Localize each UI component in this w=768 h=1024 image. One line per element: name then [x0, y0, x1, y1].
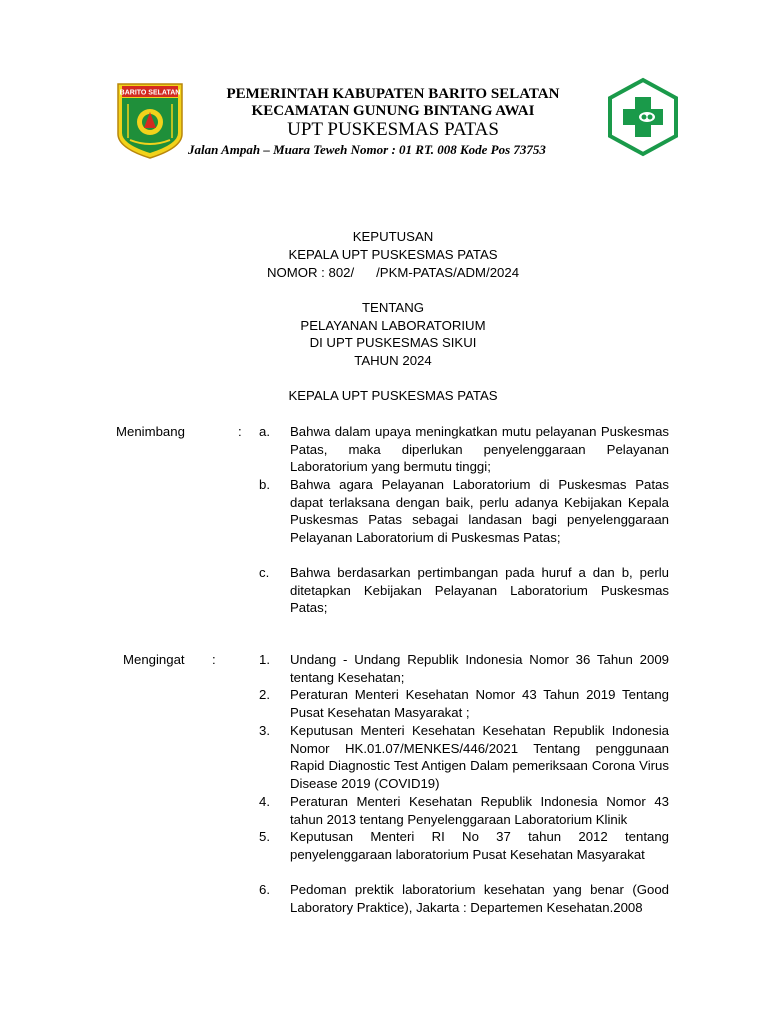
mengingat-marker: 5. [259, 829, 270, 844]
regency-emblem-icon [116, 82, 184, 160]
menimbang-item: Bahwa dalam upaya meningkatkan mutu pelayanan Puskesmas Patas, maka diperlukan penyelenggaraan Pelayanan Laboratorium yang bermutu tinggi; [290, 424, 669, 474]
decree-heading: KEPUTUSAN [352, 229, 434, 244]
menimbang-item: Bahwa berdasarkan pertimbangan pada huruf a dan b, perlu ditetapkan Kebijakan Pelayanan Laboratorium Puskesmas Patas; [290, 565, 669, 615]
menimbang-item: Bahwa agara Pelayanan Laboratorium di Puskesmas Patas dapat terlaksana dengan baik, perlu adanya Kebijakan Kepala Puskesmas Patas sebagai landasan bagi penyelenggaraan Pelayanan Laboratorium di Puskesmas Patas; [290, 477, 669, 545]
menimbang-marker: b. [259, 477, 270, 492]
mengingat-item: Peraturan Menteri Kesehatan Nomor 43 Tahun 2019 Tentang Pusat Kesehatan Masyarakat ; [290, 687, 669, 720]
letterhead-address: Jalan Ampah – Muara Teweh Nomor : 01 RT. 008 Kode Pos 73753 [188, 142, 546, 157]
mengingat-marker: 3. [259, 723, 270, 738]
menimbang-colon: : [238, 424, 242, 439]
letterhead-government: PEMERINTAH KABUPATEN BARITO SELATAN [226, 86, 560, 102]
menimbang-marker: a. [259, 424, 270, 439]
decree-decider: KEPALA UPT PUSKESMAS PATAS [288, 388, 498, 403]
decree-year: TAHUN 2024 [354, 353, 432, 368]
decree-about: TENTANG [361, 300, 425, 315]
decree-subject-2: DI UPT PUSKESMAS SIKUI [309, 335, 477, 350]
mengingat-marker: 4. [259, 794, 270, 809]
letterhead-district: KECAMATAN GUNUNG BINTANG AWAI [251, 103, 535, 119]
mengingat-item: Undang - Undang Republik Indonesia Nomor 36 Tahun 2009 tentang Kesehatan; [290, 652, 669, 685]
mengingat-label: Mengingat [123, 652, 185, 667]
mengingat-item: Keputusan Menteri RI No 37 tahun 2012 tentang penyelenggaraan laboratorium Pusat Kesehatan Masyarakat [290, 829, 669, 862]
mengingat-item: Pedoman prektik laboratorium kesehatan yang benar (Good Laboratory Praktice), Jakarta : Departemen Kesehatan.2008 [290, 882, 669, 915]
decree-issuer: KEPALA UPT PUSKESMAS PATAS [288, 247, 498, 262]
puskesmas-cross-icon [607, 77, 679, 157]
decree-subject-1: PELAYANAN LABORATORIUM [300, 318, 486, 333]
letterhead-institution: UPT PUSKESMAS PATAS [287, 119, 499, 140]
mengingat-marker: 1. [259, 652, 270, 667]
mengingat-colon: : [212, 652, 216, 667]
menimbang-marker: c. [259, 565, 270, 580]
mengingat-marker: 6. [259, 882, 270, 897]
menimbang-label: Menimbang [116, 424, 185, 439]
mengingat-item: Peraturan Menteri Kesehatan Republik Indonesia Nomor 43 tahun 2013 tentang Penyelenggaraan Laboratorium Klinik [290, 794, 669, 827]
decree-number: NOMOR : 802/ /PKM-PATAS/ADM/2024 [266, 265, 520, 280]
mengingat-marker: 2. [259, 687, 270, 702]
emblem-label: BARITO SELATAN [119, 89, 181, 97]
mengingat-item: Keputusan Menteri Kesehatan Kesehatan Republik Indonesia Nomor HK.01.07/MENKES/446/2021 Tentang penggunaan Rapid Diagnostic Test Antigen Dalam pemeriksaan Corona Virus Disease 2019 (COVID19) [290, 723, 669, 791]
